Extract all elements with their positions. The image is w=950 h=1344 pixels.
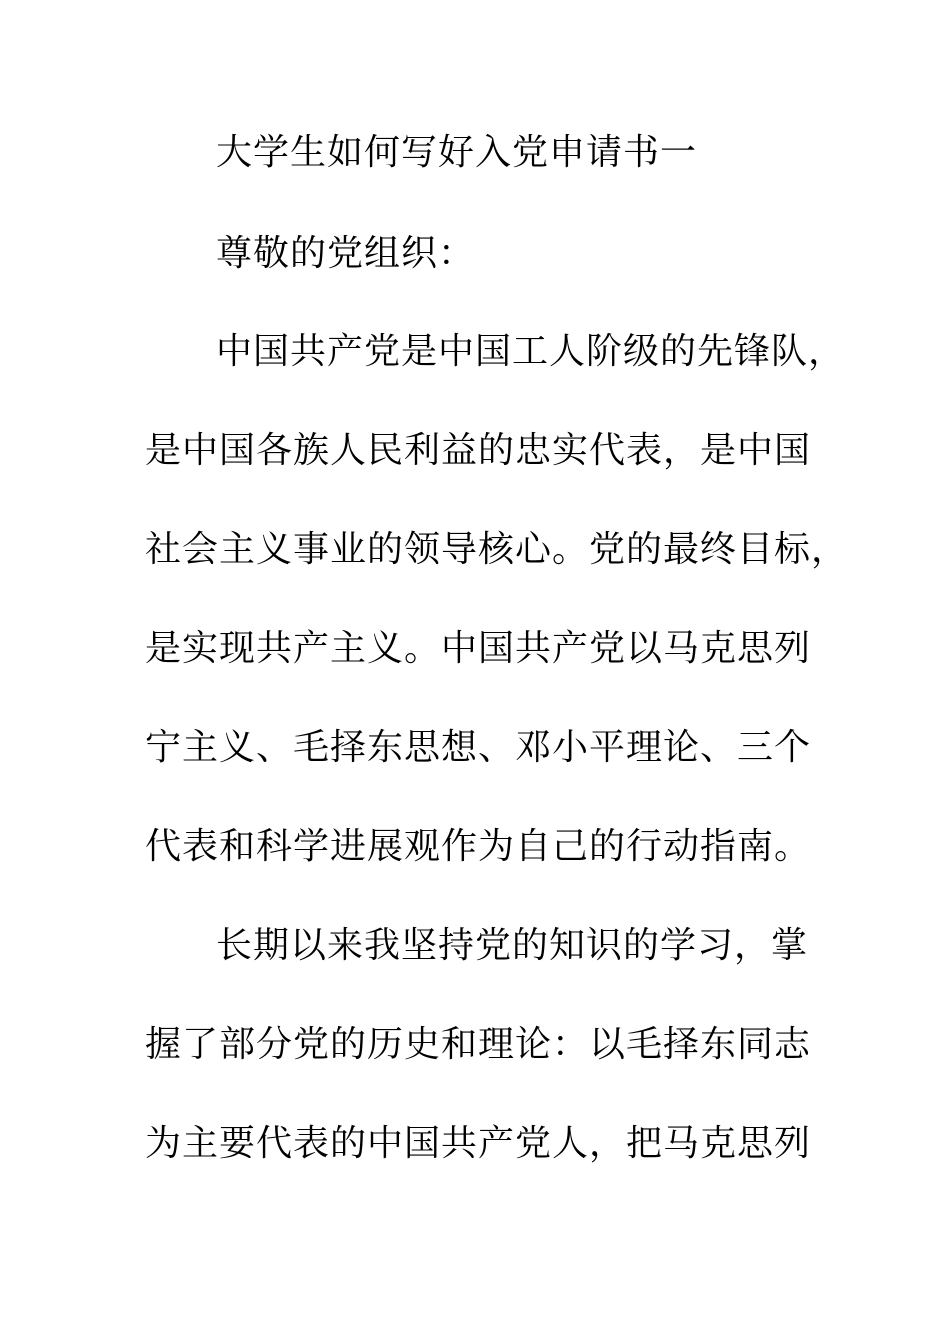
body-line: 宁主义、毛择东思想、邓小平理论、三个 — [145, 727, 812, 768]
body-line: 代表和科学进展观作为自己的行动指南。 — [145, 826, 812, 867]
body-line: 是中国各族人民利益的忠实代表，是中国 — [145, 430, 812, 471]
body-line: 社会主义事业的领导核心。党的最终目标， — [145, 529, 849, 570]
body-line: 中国共产党是中国工人阶级的先锋队， — [216, 331, 846, 372]
salutation: 尊敬的党组织： — [216, 233, 476, 274]
body-line: 是实现共产主义。中国共产党以马克思列 — [145, 628, 812, 669]
body-line: 握了部分党的历史和理论：以毛择东同志 — [145, 1024, 812, 1065]
body-line: 长期以来我坚持党的知识的学习，掌 — [216, 925, 809, 966]
body-line: 为主要代表的中国共产党人，把马克思列 — [145, 1123, 812, 1164]
document-title: 大学生如何写好入党申请书一 — [216, 132, 698, 173]
